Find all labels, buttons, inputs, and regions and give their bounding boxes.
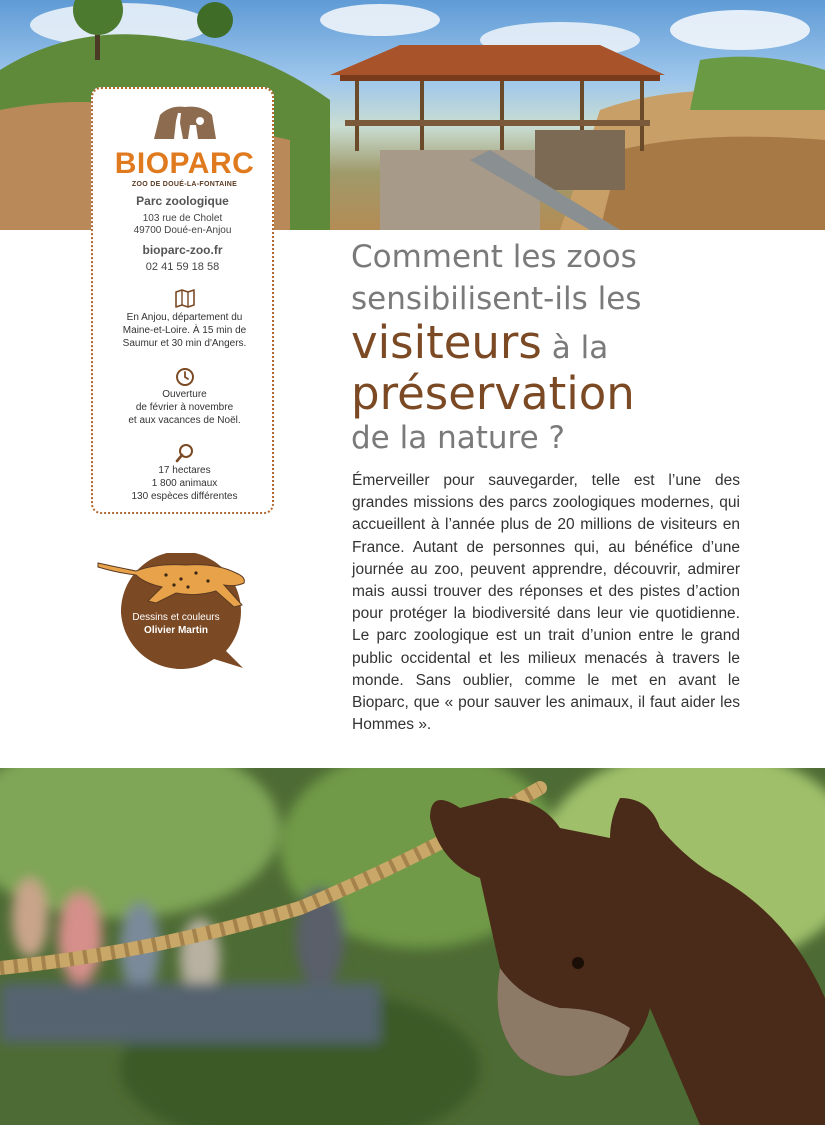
okapi-illustration	[0, 768, 825, 1125]
address-line-1: 103 rue de Cholet	[142, 213, 223, 224]
location-info: En Anjou, département du Maine-et-Loire. À 15 min de Saumur et 30 min d'Angers.	[122, 312, 247, 349]
giraffe-logo-icon	[150, 103, 220, 141]
bioparc-logo	[93, 103, 276, 188]
phone-number: 02 41 59 18 58	[145, 261, 220, 273]
address	[93, 213, 272, 237]
title-line-4: préservation	[351, 367, 635, 420]
credit-label: Dessins et couleurs	[132, 612, 220, 623]
illustration-credit	[121, 611, 231, 637]
website-link[interactable]: bioparc-zoo.fr	[142, 243, 223, 257]
title-line-3: visiteurs à la	[351, 316, 609, 369]
facts-info: 17 hectares 1 800 animaux 130 espèces différentes	[131, 465, 238, 502]
clock-icon	[174, 366, 196, 388]
article-body: Émerveiller pour sauvegarder, telle est l’une des grandes missions des parcs zoologiques modernes, qui accueillent à l’année plus de 20 millions de visiteurs en France. Autant de personnes qui, au bénéfice d’une journée au zoo, peuvent apprendre, découvrir, admirer mais aussi trouver des réponses et des pistes d’action pour protéger la biodiversité dans leur vie quotidienne. Le parc zoologique est un trait d’union entre le grand public occidental et les milieux menacés à travers le monde. Sans oublier, comme le met en avant le Bioparc, que « pour sauver les animaux, il faut aider les Hommes ».	[352, 472, 740, 734]
info-card	[91, 87, 274, 514]
okapi-photo	[0, 768, 825, 1125]
title-line-2: sensibilisent-ils les	[351, 281, 642, 317]
address-line-2: 49700 Doué-en-Anjou	[133, 225, 232, 236]
credit-name: Olivier Martin	[144, 625, 208, 636]
opening-info: Ouverture de février à novembre et aux vacances de Noël.	[128, 389, 241, 426]
logo-tagline: ZOO DE DOUÉ-LA-FONTAINE	[131, 181, 238, 188]
title-line-5: de la nature ?	[351, 420, 565, 456]
article-title	[351, 236, 811, 459]
card-title: Parc zoologique	[136, 194, 229, 208]
logo-wordmark: BIOPARC	[114, 147, 255, 180]
map-icon	[174, 287, 196, 309]
title-line-1: Comment les zoos	[351, 239, 637, 275]
magnifier-icon	[174, 442, 196, 464]
